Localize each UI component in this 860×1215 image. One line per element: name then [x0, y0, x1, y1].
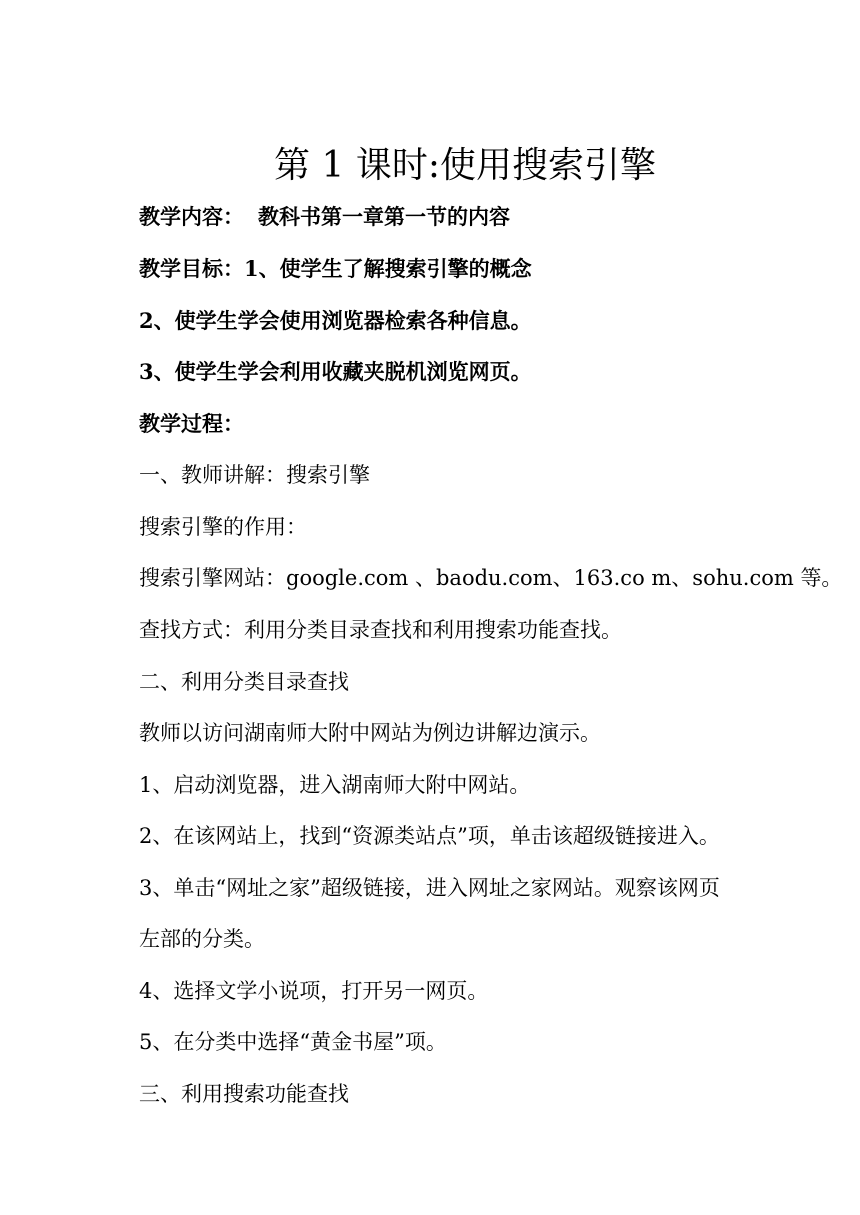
step-3-line-1: 3、单击“网址之家”超级链接，进入网址之家网站。观察该网页: [139, 876, 720, 900]
process-heading: 教学过程：: [139, 411, 244, 436]
section-2-heading: 二、利用分类目录查找: [139, 670, 349, 694]
teaching-content-value: 教科书第一章第一节的内容: [258, 204, 510, 229]
step-2: 2、在该网站上，找到“资源类站点”项，单击该超级链接进入。: [139, 824, 720, 848]
step-3-line-2: 左部的分类。: [139, 927, 265, 951]
demo-intro-line: 教师以访问湖南师大附中网站为例边讲解边演示。: [139, 721, 601, 745]
teaching-content-label: 教学内容：: [139, 204, 244, 229]
step-1: 1、启动浏览器，进入湖南师大附中网站。: [139, 773, 531, 797]
step-5: 5、在分类中选择“黄金书屋”项。: [139, 1030, 447, 1054]
objective-2: 2、使学生学会使用浏览器检索各种信息。: [139, 308, 532, 333]
page-title: 第 1 课时:使用搜索引擎: [274, 145, 656, 186]
purpose-line: 搜索引擎的作用：: [139, 515, 307, 539]
sites-line: 搜索引擎网站：google.com 、baodu.com、163.co m、sohu.com 等。: [139, 566, 843, 590]
teaching-content-line: [139, 202, 510, 232]
section-3-heading: 三、利用搜索功能查找: [139, 1082, 349, 1106]
objective-3: 3、使学生学会利用收藏夹脱机浏览网页。: [139, 359, 532, 384]
objective-1: 教学目标：1、使学生了解搜索引擎的概念: [139, 256, 532, 281]
section-1-heading: 一、教师讲解：搜索引擎: [139, 463, 370, 487]
methods-line: 查找方式：利用分类目录查找和利用搜索功能查找。: [139, 618, 622, 642]
step-4: 4、选择文学小说项，打开另一网页。: [139, 979, 489, 1003]
